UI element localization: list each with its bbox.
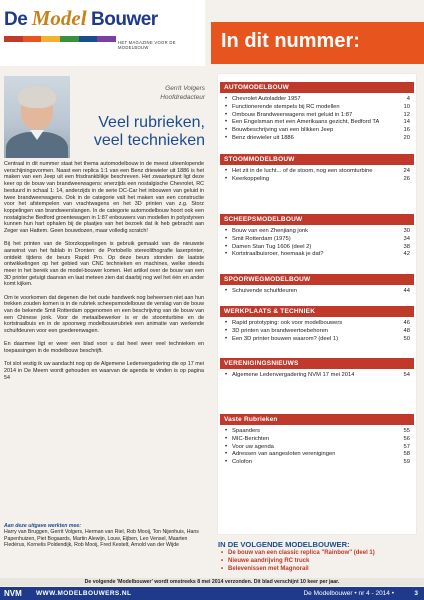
toc-section-title: STOOMMODELBOUW [220,154,414,165]
toc-entry[interactable] [220,119,414,127]
toc-section [220,274,414,296]
toc-section-title: WERKPLAATS & TECHNIEK [220,306,414,317]
bullet-icon: • [225,288,228,294]
logo-stripe [60,36,79,42]
toc-entry[interactable] [220,372,414,380]
logo-stripe [41,36,60,42]
toc-entry-title: Benz driewieler uit 1886 [232,134,294,141]
logo-stripe [4,36,23,42]
toc-entry-title: Smit Rotterdam (1975) [232,235,291,242]
bullet-icon: • [225,327,228,334]
toc-entry-page: 42 [403,251,410,258]
toc-entry[interactable] [220,436,414,444]
bullet-icon: • [225,175,228,182]
logo-model: Model [31,6,87,30]
toc-entry[interactable] [220,236,414,244]
toc-entry-title: Rapid prototyping: ook voor modelbouwers [232,320,343,326]
bullet-icon: • [225,228,228,234]
headline-line-1: Veel rubrieken, [98,114,205,131]
bullet-icon: • [225,251,228,258]
next-issue-item [218,550,418,558]
page-number: 3 [414,590,418,597]
toc-entry[interactable] [220,320,414,328]
masthead [0,0,205,66]
credits-title: Aan deze uitgave werkten mee: [4,523,81,529]
next-issue-item [218,566,418,574]
toc-section [220,154,414,184]
logo-color-stripes [4,36,116,42]
toc-section-title: SPOORWEGMODELBOUW [220,274,414,285]
bullet-icon: • [225,435,228,442]
toc-entry-page: 46 [403,320,410,326]
toc-entry-page: 20 [403,134,410,141]
toc-entry-title: Adressen van aangesloten verenigingen [232,451,336,458]
bullet-icon: • [225,168,228,174]
toc-entry-page: 48 [403,327,410,334]
bullet-icon: • [225,372,228,378]
toc-entry-title: Voor uw agenda [232,443,274,450]
footer-issue: De Modelbouwer • nr 4 - 2014 • [303,590,394,597]
footer-url[interactable]: WWW.MODELBOUWERS.NL [36,590,132,597]
toc-section [220,214,414,259]
toc-section-title: AUTOMODELBOUW [220,82,414,93]
toc-entry[interactable] [220,459,414,467]
toc-entry-title: Een 3D printer bouwen waarom? (deel 1) [232,335,339,342]
toc-entry-title: Algemene Ledenvergadering NVM 17 mei 2014 [232,372,355,378]
next-issue [218,540,418,573]
toc-entry[interactable] [220,428,414,436]
logo-tagline: HET MAGAZINE VOOR DE MODELBOUW [118,40,176,50]
bullet-icon: • [225,103,228,110]
toc-entry[interactable] [220,244,414,252]
toc-entry-title: Bouw van een Zhenjiang jonk [232,228,309,234]
toc-entry[interactable] [220,451,414,459]
next-issue-item-label: Nieuwe aandrijving RC truck [228,557,310,564]
toc-section [220,358,414,380]
page-footer [0,587,424,600]
bullet-icon: • [225,235,228,242]
toc-entry-title: Kortstraalbuisroer, hoemaak je dat? [232,251,324,258]
toc-entry[interactable] [220,228,414,236]
toc-entry-page: 12 [403,111,410,118]
toc-entry-page: 54 [403,372,410,378]
bullet-icon: • [225,119,228,126]
toc-entry[interactable] [220,96,414,104]
toc-entry-title: Ombouw Brandweerwagens met geluid in 1:87 [232,111,353,118]
editorial-paragraph: Bij het printen van de Storzkoppelingen is gebruik gemaakt van de nieuwste aanwinst van het fablab in Dronten: de Portobello stereolithografie laserprinter, ontdekt tijdens de beurs Rapid Pro. Op deze beurs stonden de laatste ontwikkelingen op het gebied van CNC technieken en machines, welke steeds meer in het bereik van de model-bouwer komen. Het artikel over de bouw van een 3D printer getuigt daarvan en laat meteen zien dat daarbij nog wel het één en ander komt kijken. [4,241,204,288]
bullet-icon: • [225,96,228,102]
next-issue-item-label: De bouw van een classic replica "Rainbow" (deel 1) [228,550,375,556]
toc-entry-page: 44 [403,288,410,294]
toc-section [220,82,414,143]
logo-stripe [97,36,116,42]
toc-section [220,414,414,467]
editor-name: Gerrit Volgers [165,85,205,92]
toc-entry[interactable] [220,336,414,344]
notice-bar: De volgende 'Modelbouwer' wordt omstreeks 8 mei 2014 verzonden. Dit blad verschijnt 10 keer per jaar. [0,578,424,586]
toc-section [220,306,414,343]
next-issue-list [218,550,418,573]
toc-entry-page: 24 [403,168,410,174]
toc-entry[interactable] [220,444,414,452]
toc-entry-page: 14 [403,119,410,126]
next-issue-item [218,558,418,566]
logo-bouwer: Bouwer [91,9,158,30]
editorial-body [4,161,204,388]
toc-section-title: SCHEEPSMODELBOUW [220,214,414,225]
bullet-icon: • [225,459,228,466]
toc-entry[interactable] [220,104,414,112]
toc-title: In dit nummer: [221,30,360,52]
toc-entry-page: 59 [403,459,410,466]
bullet-icon: • [225,451,228,458]
toc-entry-page: 56 [403,435,410,442]
editorial-headline [94,114,205,150]
logo-stripe [23,36,42,42]
toc-entry-page: 34 [403,235,410,242]
toc-section-title: Vaste Rubrieken [220,414,414,425]
logo-de: De [4,9,28,30]
toc-header [211,22,424,64]
toc-entry-page: 57 [403,443,410,450]
bullet-icon: • [225,134,228,141]
toc-entry-title: Damen Stan Tug 1606 (deel 2) [232,243,312,250]
toc-entry-page: 10 [403,103,410,110]
toc-entry-title: 3D printen van brandweertoebehoren [232,327,329,334]
toc-entry-title: Colofon [232,459,252,466]
toc-entry-title: Het zit in de lucht... of de stoom, nog een stoomturbine [232,168,373,174]
toc-entry-title: Spaanders [232,428,261,434]
editor-byline [160,84,205,102]
editorial-paragraph: Tot slot vestig ik uw aandacht nog op de Algemene Ledenvergadering die op 17 mei 2014 in De Meern wordt gehouden en waarvan de agenda te vinden is op pagina 54 [4,361,204,381]
toc-entry-title: Functionerende stempels bij RC modellen [232,103,340,110]
editor-photo [4,76,70,158]
toc-entry-title: Keerkoppeling [232,175,270,182]
toc-entry[interactable] [220,251,414,259]
bullet-icon: • [225,243,228,250]
toc-entry[interactable] [220,135,414,143]
toc-entry[interactable] [220,176,414,184]
toc-entry-title: MIC-Berichten [232,435,270,442]
toc-entry-page: 38 [403,243,410,250]
toc-section-title: VERENIGINGSNIEUWS [220,358,414,369]
toc-entry[interactable] [220,168,414,176]
credits [4,523,204,549]
toc-entry-title: Schuivende schuifdeuren [232,288,298,294]
bullet-icon: • [225,428,228,434]
bullet-icon: • [225,111,228,118]
bullet-icon: • [225,127,228,134]
toc-entry[interactable] [220,288,414,296]
toc-entry-title: Bouwbeschrijving van een blikken Jeep [232,127,334,134]
toc-entry-title: Een Engelsman met een Amerikaans gezicht, Bedford TA [232,119,380,126]
bullet-icon: • [221,565,224,572]
editorial-paragraph: En daarmee ligt er weer een blad voor u dat heel weer veel technieken en toepassingen in de modelbouw beschrijft. [4,341,204,355]
editor-role: Hoofdredacteur [160,94,205,101]
toc-entry-page: 58 [403,451,410,458]
toc-entry-page: 55 [403,428,410,434]
toc-entry-page: 16 [403,127,410,134]
credits-names: Harry van Bruggen, Gerrit Volgers, Herman van Riel, Rob Mooij, Ton Nijenhuis, Hans Papenhuizen, Piet Bogaards, Martin Alewijn, Louw, Eijben, Leo Vensel, Maarten Fledérus, Kornelis Poldendijk, Rob Mooij, Fred Kestelt, Arnold van der Wijde [4,529,199,549]
editorial-paragraph: Centraal in dit nummer staat het thema automodelbouw in de meest uiteenlopende verschijningsvormen. Naast een replica 1:1 van een Benz driewieler uit 1886 is het maken van een Jeep uit een frisdrankblikje beschreven. Het zwaartepunt ligt deze keer op de bouw van brandweerwagens: enerzijds een nostalgische Chevrolet, RC bestuurd in schaal 1: 14, anderzijds in de serie DC-Car het inbouwen van geluid in twee brandweerwagens. Ook in de categorie valt het maken van een constructie voor het afstempelen van vrachtwagens en het 3D printen van z.g. Storz koppelingen van brandweerslangen. In de categorie automodelbouw hoort ook een nostalgische Bedford groentewagen in 1:87 enbouwers van modellen in polystyreen kunnen hun hart ophalen bij de plaatjes van het bezoek dat ik heb gebracht aan Zeger van Hattem. Geen bouwdozen, maar volledig scratch! [4,161,204,235]
toc-entry-page: 4 [406,96,410,102]
toc-entry[interactable] [220,112,414,120]
logo [4,6,158,40]
toc-entry-page: 26 [403,175,410,182]
logo-stripe [79,36,98,42]
bullet-icon: • [221,557,224,564]
next-issue-item-label: Belevenissen met Magnorail [228,565,309,572]
headline-line-2: veel technieken [93,132,205,149]
next-issue-title: IN DE VOLGENDE MODELBOUWER: [218,540,350,549]
bullet-icon: • [225,320,228,326]
bullet-icon: • [225,335,228,342]
editorial-paragraph: Om te voorkomen dat degenen die het oude handwerk nog beheersen niet aan hun trekken zouden komen is in de rubriek scheepsmodelbouw de verslag van de bouw van de bekende Smit Rotterdam opgenomen en een beschrijving van de bouw van een Chinese jonk. Voor de metaalbewerker is er de stoomturbine en de kortstraalbuis en in de spoorweg modelbouwrubriek een animatie van werkende schuifdeuren voor een goederenwagen. [4,294,204,335]
toc-entry-page: 50 [403,335,410,342]
toc-entry-page: 30 [403,228,410,234]
nvm-logo: NVM [4,589,22,598]
bullet-icon: • [221,550,224,556]
bullet-icon: • [225,443,228,450]
toc-entry-title: Chevrolet Autoladder 1957 [232,96,301,102]
toc-entry[interactable] [220,127,414,135]
toc-entry[interactable] [220,328,414,336]
